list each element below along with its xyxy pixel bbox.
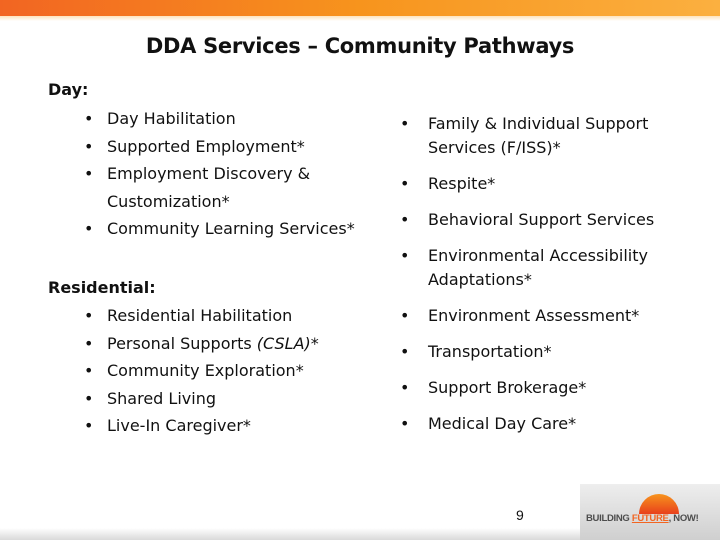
list-item — [48, 385, 368, 413]
item-suffix: * — [310, 333, 319, 353]
list-item: • Day Habilitation — [48, 105, 368, 133]
logo — [580, 484, 720, 540]
top-accent-bar — [0, 0, 720, 16]
logo-text — [586, 513, 716, 524]
list-item — [48, 302, 368, 330]
list-item — [48, 357, 368, 385]
residential-heading: Residential: — [48, 278, 156, 297]
list-item — [48, 330, 368, 358]
item-text: Residential Habilitation — [107, 306, 293, 325]
list-item: • Support Brokerage* — [400, 376, 700, 400]
list-item: • Environment Assessment* — [400, 304, 700, 328]
slide-title: DDA Services – Community Pathways — [145, 34, 575, 58]
list-item: • Transportation* — [400, 340, 700, 364]
logo-text-part1: BUILDING — [586, 513, 632, 524]
footer-band — [0, 528, 580, 540]
day-heading: Day: — [48, 80, 89, 99]
day-services-list — [48, 105, 368, 243]
item-emphasis: (CSLA) — [256, 333, 311, 353]
list-item: • Supported Employment* — [48, 133, 368, 161]
item-text: Personal Supports — [107, 333, 257, 353]
item-text: Shared Living — [107, 388, 216, 408]
list-item: • Behavioral Support Services — [400, 208, 700, 232]
logo-text-part3: , NOW! — [668, 513, 699, 524]
item-text: Community Exploration* — [107, 361, 304, 380]
item-text: Live-In Caregiver* — [107, 416, 251, 435]
page-number: 9 — [516, 507, 524, 523]
list-item: • Respite* — [400, 172, 700, 196]
other-services-list — [400, 112, 700, 436]
list-item: • Community Learning Services* — [48, 215, 368, 243]
list-item: • Family & Individual Support Services (F/ISS)* — [400, 112, 700, 160]
list-item: • Environmental Accessibility Adaptations* — [400, 244, 700, 292]
sun-icon — [638, 492, 680, 514]
top-accent-fade — [0, 16, 720, 21]
list-item — [48, 412, 368, 440]
list-item: • Medical Day Care* — [400, 412, 700, 436]
list-item: • Employment Discovery & Customization* — [48, 160, 368, 215]
logo-text-accent: FUTURE — [631, 513, 669, 524]
residential-services-list — [48, 302, 368, 440]
